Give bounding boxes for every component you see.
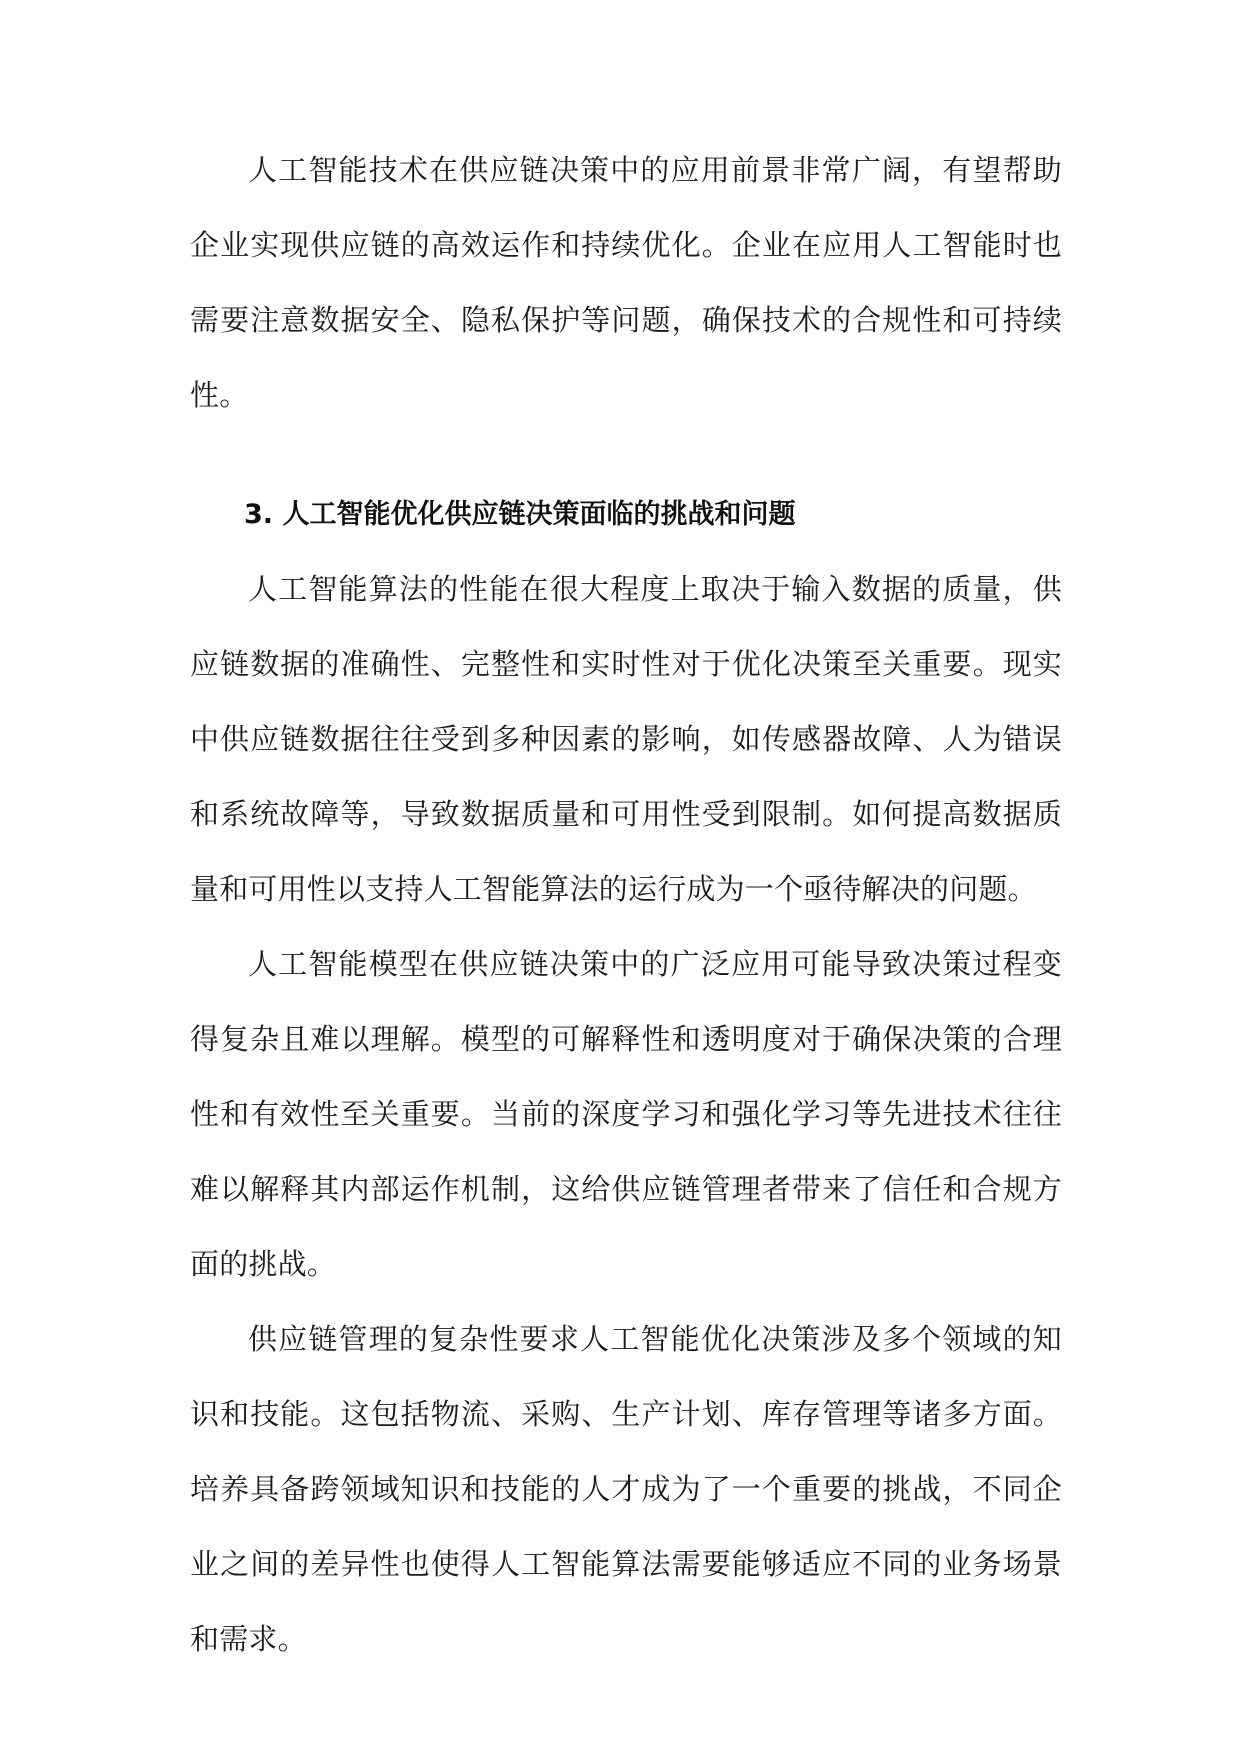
paragraph-4: 供应链管理的复杂性要求人工智能优化决策涉及多个领域的知识和技能。这包括物流、采购、生产计划、库存管理等诸多方面。培养具备跨领域知识和技能的人才成为了一个重要的挑战，不同企业之间的差异性也使得人工智能算法需要能够适应不同的业务场景和需求。 [190,1322,1062,1656]
paragraph-2: 人工智能算法的性能在很大程度上取决于输入数据的质量，供应链数据的准确性、完整性和实时性对于优化决策至关重要。现实中供应链数据往往受到多种因素的影响，如传感器故障、人为错误和系统故障等，导致数据质量和可用性受到限制。如何提高数据质量和可用性以支持人工智能算法的运行成为一个亟待解决的问题。 [190,572,1062,906]
paragraph-1: 人工智能技术在供应链决策中的应用前景非常广阔，有望帮助企业实现供应链的高效运作和持续优化。企业在应用人工智能时也需要注意数据安全、隐私保护等问题，确保技术的合规性和可持续性。 [190,153,1062,412]
paragraph-3: 人工智能模型在供应链决策中的广泛应用可能导致决策过程变得复杂且难以理解。模型的可解释性和透明度对于确保决策的合理性和有效性至关重要。当前的深度学习和强化学习等先进技术往往难以解释其内部运作机制，这给供应链管理者带来了信任和合规方面的挑战。 [190,947,1062,1281]
document-body [190,133,1062,1677]
section-heading: 3. 人工智能优化供应链决策面临的挑战和问题 [244,499,796,530]
